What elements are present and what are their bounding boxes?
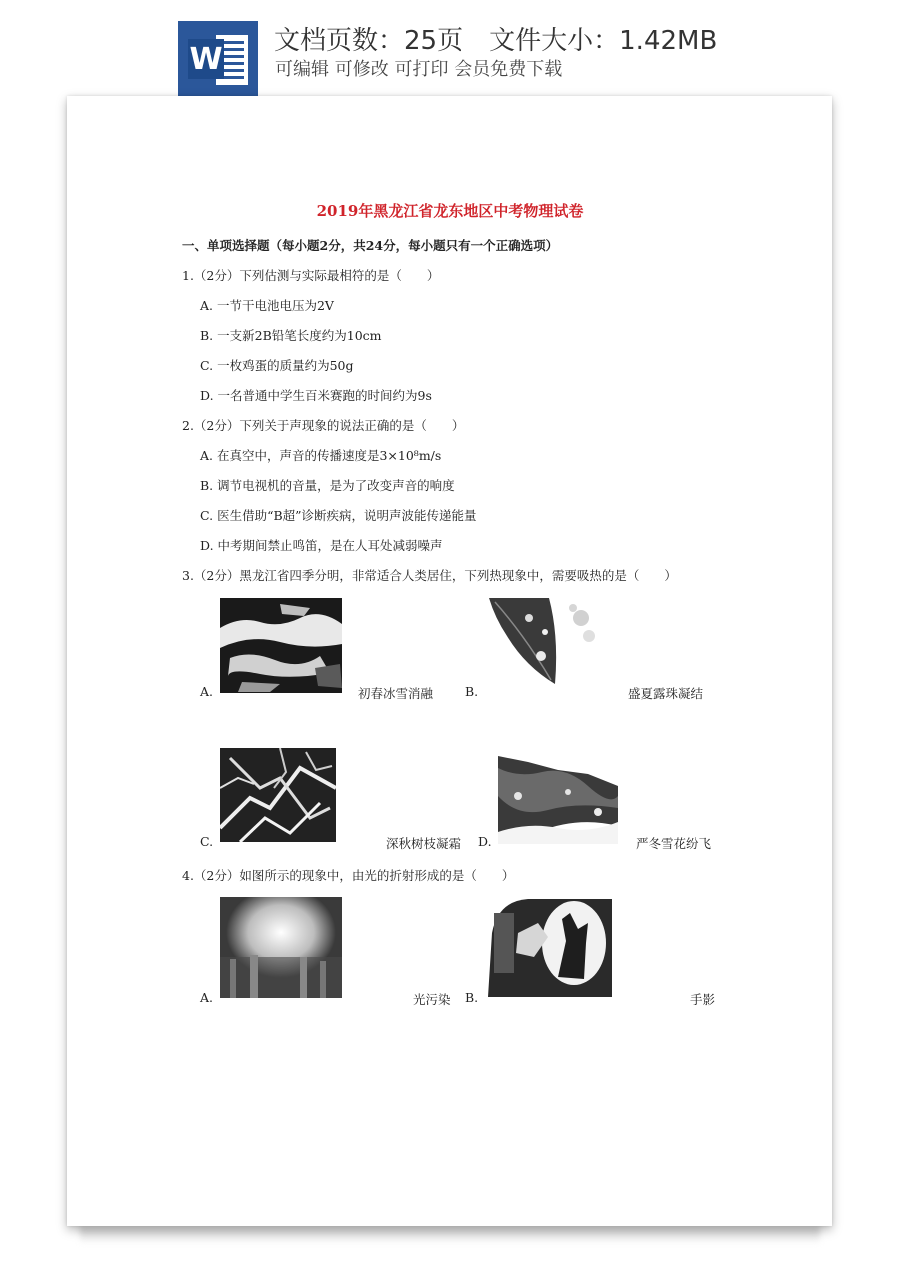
question-3-option-d-letter: D. (478, 834, 492, 849)
question-2-option-a: A. 在真空中，声音的传播速度是3×10⁸m/s (200, 448, 442, 463)
feature-member-download[interactable]: 会员免费下载 (454, 59, 563, 80)
question-4-option-b-caption: 手影 (690, 992, 716, 1007)
section-heading: 一、单项选择题（每小题2分，共24分，每小题只有一个正确选项） (182, 238, 559, 253)
question-1-option-d: D. 一名普通中学生百米赛跑的时间约为9s (200, 388, 432, 403)
question-4-option-a-caption: 光污染 (413, 992, 451, 1007)
question-2-option-d: D. 中考期间禁止鸣笛，是在人耳处减弱噪声 (200, 538, 443, 553)
melting-ice-photo (220, 598, 342, 693)
question-2-option-b: B. 调节电视机的音量，是为了改变声音的响度 (200, 478, 455, 493)
question-3-option-a-caption: 初春冰雪消融 (358, 686, 434, 701)
paper-shadow (80, 1226, 820, 1244)
document-stats (274, 20, 717, 57)
word-icon-letter: W (189, 42, 223, 77)
feature-printable: 可打印 (394, 59, 449, 80)
light-pollution-photo (220, 897, 342, 998)
question-3-option-c-caption: 深秋树枝凝霜 (386, 836, 462, 851)
frost-branches-photo (220, 748, 336, 842)
question-2-stem: 2.（2分）下列关于声现象的说法正确的是（ ） (182, 418, 465, 433)
hand-shadow-photo (488, 893, 612, 997)
question-1-option-b: B. 一支新2B铅笔长度约为10cm (200, 328, 382, 343)
feature-editable: 可编辑 (275, 59, 329, 80)
question-1-stem: 1.（2分）下列估测与实际最相符的是（ ） (182, 268, 440, 283)
question-2-option-c: C. 医生借助“B超”诊断疾病，说明声波能传递能量 (200, 508, 477, 523)
pages-value: 25页 (404, 26, 464, 56)
question-1-option-c: C. 一枚鸡蛋的质量约为50g (200, 358, 354, 373)
question-4-option-a-letter: A. (200, 990, 214, 1005)
question-3-option-b-caption: 盛夏露珠凝结 (628, 686, 704, 701)
snowy-trees-photo (498, 756, 618, 844)
exam-title: 2019年黑龙江省龙东地区中考物理试卷 (316, 202, 584, 220)
question-4-option-b-letter: B. (465, 990, 479, 1005)
question-3-stem: 3.（2分）黑龙江省四季分明，非常适合人类居住，下列热现象中，需要吸热的是（ ） (182, 568, 677, 583)
question-1-option-a: A. 一节干电池电压为2V (200, 298, 334, 313)
word-document-icon (178, 21, 258, 97)
size-label: 文件大小： (489, 26, 620, 56)
question-3-option-d-caption: 严冬雪花纷飞 (636, 836, 712, 851)
question-3-option-c-letter: C. (200, 834, 214, 849)
question-3-option-b-letter: B. (465, 684, 479, 699)
question-4-stem: 4.（2分）如图所示的现象中，由光的折射形成的是（ ） (182, 868, 515, 883)
feature-modifiable: 可修改 (334, 59, 389, 80)
question-3-option-a-letter: A. (200, 684, 214, 699)
pages-label: 文档页数： (274, 26, 405, 56)
dew-on-leaf-photo (485, 596, 605, 690)
document-features (275, 55, 562, 81)
size-value: 1.42MB (619, 26, 718, 56)
